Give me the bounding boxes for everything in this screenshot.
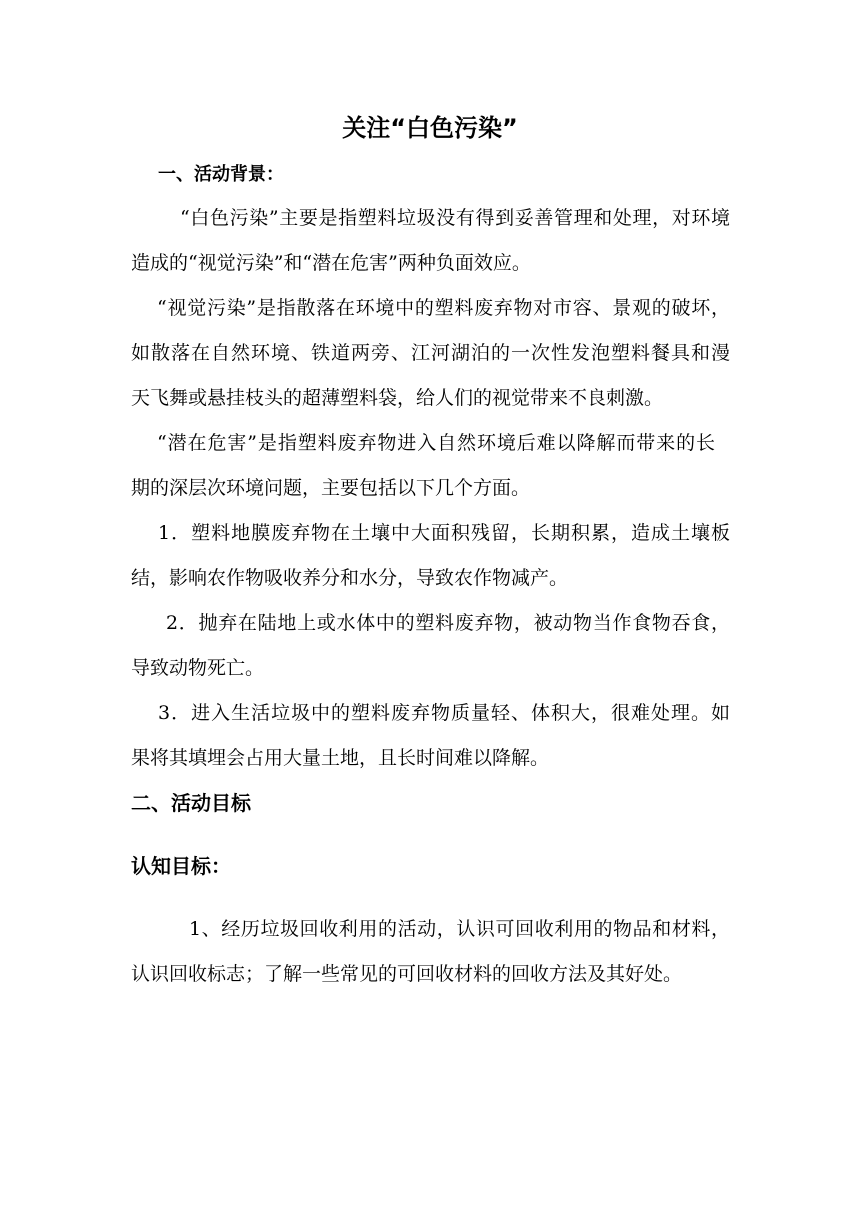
paragraph-line: 如散落在自然环境、铁道两旁、江河湖泊的一次性发泡塑料餐具和漫 bbox=[131, 342, 730, 364]
list-item-line: 导致动物死亡。 bbox=[131, 657, 265, 679]
goal-line: 1、经历垃圾回收利用的活动，认识可回收利用的物品和材料， bbox=[189, 918, 730, 940]
paragraph-line: 天飞舞或悬挂枝头的超薄塑料袋，给人们的视觉带来不良刺激。 bbox=[131, 387, 664, 409]
list-item-line: 结，影响农作物吸收养分和水分，导致农作物减产。 bbox=[131, 567, 569, 589]
paragraph-line: “白色污染”主要是指塑料垃圾没有得到妥善管理和处理，对环境 bbox=[180, 207, 730, 229]
list-item-line: 果将其填埋会占用大量土地，且长时间难以降解。 bbox=[131, 747, 550, 769]
list-item-line: 1．塑料地膜废弃物在土壤中大面积残留，长期积累，造成土壤板 bbox=[158, 522, 730, 544]
subheading-cognitive-goals: 认知目标： bbox=[131, 854, 231, 878]
paragraph-line: 造成的“视觉污染”和“潜在危害”两种负面效应。 bbox=[131, 252, 531, 274]
list-item-line: 3．进入生活垃圾中的塑料废弃物质量轻、体积大，很难处理。如 bbox=[158, 702, 730, 724]
paragraph-line: 期的深层次环境问题，主要包括以下几个方面。 bbox=[131, 477, 531, 499]
section-heading-goals: 二、活动目标 bbox=[131, 791, 251, 815]
paragraph-line: “视觉污染”是指散落在环境中的塑料废弃物对市容、景观的破坏， bbox=[157, 297, 730, 319]
list-item-line: 2．抛弃在陆地上或水体中的塑料废弃物，被动物当作食物吞食， bbox=[166, 612, 730, 634]
document-title: 关注“白色污染” bbox=[342, 114, 518, 142]
goal-line: 认识回收标志；了解一些常见的可回收材料的回收方法及其好处。 bbox=[131, 963, 683, 985]
section-heading-background: 一、活动背景： bbox=[158, 164, 284, 185]
paragraph-line: “潜在危害”是指塑料废弃物进入自然环境后难以降解而带来的长 bbox=[157, 432, 715, 454]
